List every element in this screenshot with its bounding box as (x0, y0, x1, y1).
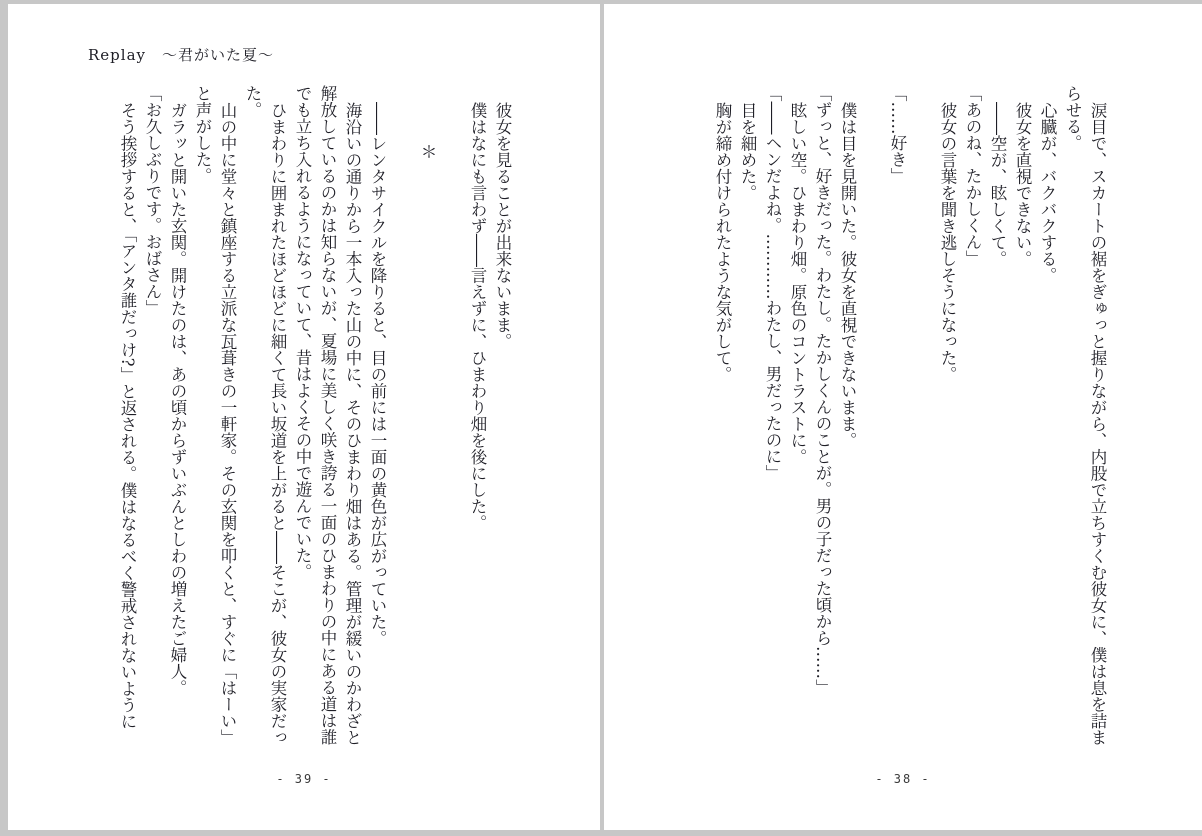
page-left-39 (8, 0, 600, 836)
paragraph-line: 「……好き」 (888, 85, 907, 184)
paragraph-line: 胸が締め付けられたような気がして。 (713, 101, 732, 382)
page-number-39: - 39 - (276, 772, 332, 786)
page-right-body-text (710, 85, 1110, 745)
paragraph-line: ひまわりに囲まれたほどほどに細くて長い坂道を上がると――そこが、彼女の実家だった。 (243, 85, 287, 745)
page-left-body-text (115, 85, 515, 745)
paragraph-line: 僕はなにも言わず――言えずに、ひまわり畑を後にした。 (468, 101, 487, 531)
scene-break-asterisk: ＊ (418, 142, 437, 160)
paragraph-line: ガラッと開いた玄関。開けたのは、あの頃からずいぶんとしわの増えたご婦人。 (168, 101, 187, 696)
paragraph-line: 涙目で、スカートの裾をぎゅっと握りながら、内股で立ちすくむ彼女に、僕は息を詰まらせる。 (1063, 85, 1107, 745)
paragraph-line: 「あのね、たかしくん」 (963, 85, 982, 267)
paragraph-line: 僕は目を見開いた。彼女を直視できないまま。 (838, 101, 857, 448)
paragraph-line: 眩しい空。ひまわり畑。原色のコントラストに。 (788, 101, 807, 465)
paragraph-line: 心臓が、バクバクする。 (1038, 101, 1057, 283)
paragraph-line: 彼女を見ることが出来ないまま。 (493, 101, 512, 349)
paragraph-line: そう挨拶すると、「アンタ誰だっけ?」と返される。僕はなるべく警戒されないように (118, 101, 137, 730)
paragraph-line: 彼女を直視できない。 (1013, 101, 1032, 267)
paragraph-line: 「お久しぶりです。おばさん」 (143, 85, 162, 316)
paragraph-line: 海沿いの通りから一本入った山の中に、そのひまわり畑はある。管理が緩いのかわざと解放しているのかは知らないが、夏場に美しく咲き誇る一面のひまわりの中にある道は誰でも立ち入れるようになっていて、昔はよくその中で遊んでいた。 (293, 85, 362, 745)
page-right-38 (604, 0, 1202, 836)
paragraph-line: ――レンタサイクルを降りると、目の前には一面の黄色が広がっていた。 (368, 101, 387, 646)
page-number-38: - 38 - (875, 772, 931, 786)
paragraph-line: 目を細めた。 (738, 101, 757, 201)
page-edge-left (0, 0, 8, 836)
running-title: Replay ～君がいた夏～ (88, 46, 274, 64)
paragraph-line: 「ずっと、好きだった。わたし。たかしくんのことが。男の子だった頃から……」 (813, 85, 832, 696)
paragraph-line: 山の中に堂々と鎮座する立派な瓦葺きの一軒家。その玄関を叩くと、すぐに「はーい」と声がした。 (193, 85, 237, 745)
paragraph-line: 「――ヘンだよね。…………わたし、男だったのに」 (763, 85, 782, 481)
paragraph-line: 彼女の言葉を聞き逃しそうになった。 (938, 101, 957, 382)
paragraph-line: ――空が、眩しくて。 (988, 101, 1007, 267)
